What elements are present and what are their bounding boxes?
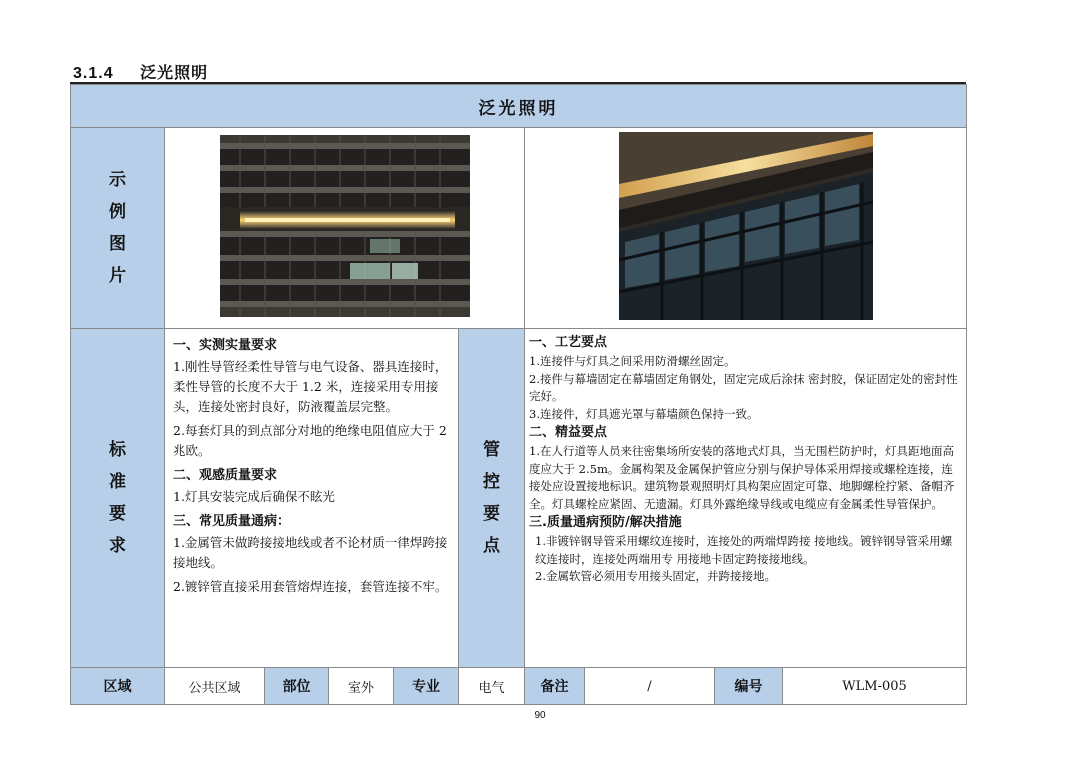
- note-value: /: [585, 668, 715, 705]
- facade-light-strip-closeup-photo: [619, 132, 873, 320]
- standard-item: 2.每套灯具的到点部分对地的绝缘电阻值应大于 2 兆欧。: [173, 423, 447, 458]
- quality-spec-table: [70, 84, 967, 705]
- control-item: 2.金属软管必须用专用接头固定，并跨接接地。: [535, 569, 776, 583]
- standard-requirements: [165, 329, 459, 668]
- example-photo-right-cell: [525, 128, 967, 329]
- section-title: 泛光照明: [140, 63, 209, 82]
- standard-item: 2.镀锌管直接采用套管熔焊连接，套管连接不牢。: [173, 579, 448, 594]
- page-number: 90: [534, 710, 546, 721]
- area-label: 区域: [71, 668, 165, 705]
- area-value: 公共区域: [165, 668, 265, 705]
- standard-heading-3: 三、常见质量通病：: [173, 514, 291, 529]
- control-item: 1.非镀锌钢导管采用螺纹连接时，连接处的两端焊跨接 接地线。镀锌钢导管采用螺纹连接时，连接处两端用专 用接地卡固定跨接接地线。: [535, 534, 953, 566]
- control-item: 3.连接件，灯具遮光罩与幕墙颜色保持一致。: [529, 406, 759, 421]
- section-number: 3.1.4: [73, 65, 114, 82]
- note-label: 备注: [525, 668, 585, 705]
- example-photo-left-cell: [165, 128, 525, 329]
- building-facade-light-strip-photo: [220, 135, 470, 317]
- control-item: 1.连接件与灯具之间采用防滑螺丝固定。: [529, 354, 736, 368]
- standard-item: 1.灯具安装完成后确保不眩光: [173, 489, 335, 504]
- standard-heading-1: 一、实测实量要求: [173, 338, 278, 353]
- control-heading-3: 三.质量通病预防/解决措施: [529, 515, 682, 530]
- standard-item: 1.刚性导管经柔性导管与电气设备、器具连接时，柔性导管的长度不大于 1.2 米，连接采用专用接头，连接处密封良好，防液覆盖层完整。: [173, 359, 448, 414]
- section-heading: [73, 60, 208, 83]
- table-header: 泛光照明: [71, 85, 967, 128]
- major-label: 专业: [394, 668, 459, 705]
- example-label: 示 例 图 片: [71, 128, 165, 329]
- major-value: 电气: [459, 668, 525, 705]
- part-value: 室外: [329, 668, 394, 705]
- code-label: 编号: [715, 668, 783, 705]
- control-label: 管 控 要 点: [459, 329, 525, 668]
- control-item: 2.接件与幕墙固定在幕墙固定角钢处，固定完成后涂抹 密封胶，保证固定处的密封性完好。: [529, 371, 958, 403]
- standard-item: 1.金属管未做跨接接地线或者不论材质一律焊跨接接地线。: [173, 535, 448, 570]
- part-label: 部位: [265, 668, 329, 705]
- control-item: 1.在人行道等人员来往密集场所安装的落地式灯具，当无围栏防护时，灯具距地面高度应大于 2.5m。金属构架及金属保护管应分别与保护导体采用焊接或螺栓连接，连接处应设置接地标识。建筑物景观照明灯具构架应固定可靠、地脚螺栓拧紧、备帽齐全。灯具螺栓应紧固、无遗漏。灯具外露绝缘导线或电缆应有金属柔性导管保护。: [529, 444, 955, 511]
- control-heading-1: 一、工艺要点: [529, 335, 608, 350]
- standard-heading-2: 二、观感质量要求: [173, 468, 278, 483]
- control-points: [525, 329, 967, 668]
- standard-label: 标 准 要 求: [71, 329, 165, 668]
- control-heading-2: 二、精益要点: [529, 425, 608, 440]
- code-value: WLM-005: [783, 668, 967, 705]
